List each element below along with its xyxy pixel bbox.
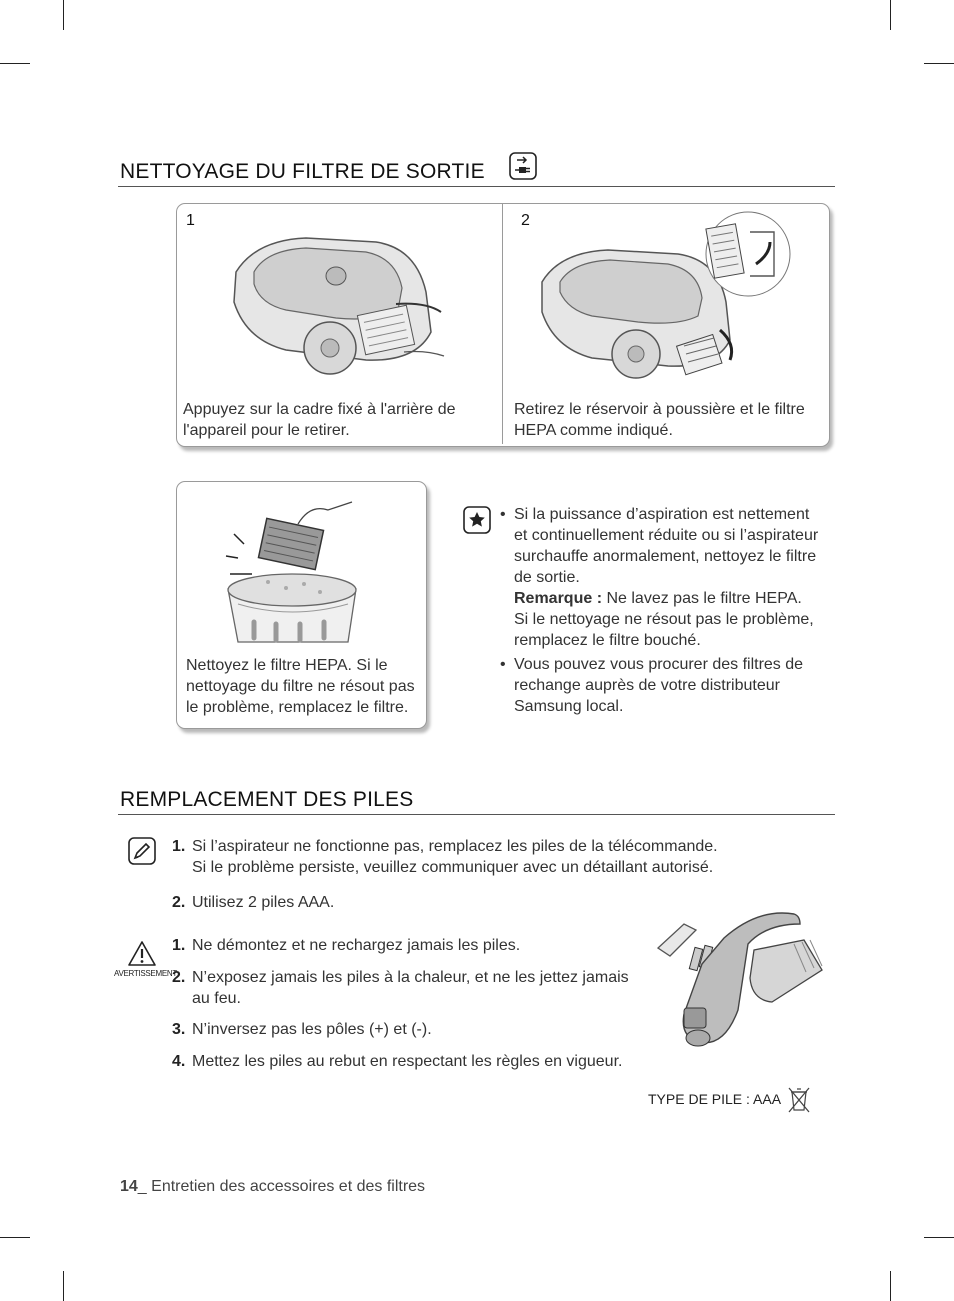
warning-line: N’exposez jamais les piles à la chaleur, et ne les jettez jamais (192, 969, 629, 986)
clean-filter-caption (186, 655, 422, 718)
caption-line: l'appareil pour le retirer. (183, 422, 350, 439)
warning-number: 3. (172, 1021, 186, 1038)
page-footer (120, 1178, 425, 1196)
warning-number: 4. (172, 1053, 186, 1070)
bullet-dot: • (500, 656, 506, 673)
section-rule (118, 186, 835, 187)
warning-triangle-icon (127, 940, 157, 967)
plug-icon (509, 152, 537, 180)
tip-line: surchauffe anormalement, nettoyez le filtre (514, 548, 817, 565)
caption-line: Appuyez sur la cadre fixé à l'arrière de (183, 401, 456, 418)
warning-item-3 (172, 1019, 652, 1040)
tip-line: Vous pouvez vous procurer des filtres de (514, 656, 804, 673)
handle-battery-illustration (654, 910, 834, 1056)
caption-line: Nettoyez le filtre HEPA. Si le (186, 657, 388, 674)
tip-bullet-1 (500, 504, 839, 651)
bullet-dot: • (500, 506, 506, 523)
warning-line: Ne démontez et ne rechargez jamais les piles. (192, 937, 521, 954)
page-number: 14 (120, 1178, 138, 1195)
filter-bin-illustration (224, 494, 369, 644)
note-line: Utilisez 2 piles AAA. (192, 894, 335, 911)
remark-text: Ne lavez pas le filtre HEPA. (602, 590, 802, 607)
note-item-1 (172, 836, 792, 878)
pencil-note-icon (128, 837, 156, 865)
step-number-1: 1 (186, 212, 195, 229)
tip-line: remplacez le filtre bouché. (514, 632, 701, 649)
warning-line: au feu. (192, 990, 241, 1007)
star-note-icon (463, 506, 491, 534)
note-number: 1. (172, 838, 186, 855)
crossed-bin-icon (788, 1086, 810, 1114)
caption-line: HEPA comme indiqué. (514, 422, 673, 439)
caption-line: le problème, remplacez le filtre. (186, 699, 409, 716)
caption-line: Retirez le réservoir à poussière et le filtre (514, 401, 805, 418)
warning-number: 1. (172, 937, 186, 954)
tip-line: Samsung local. (514, 698, 624, 715)
caption-line: nettoyage du filtre ne résout pas (186, 678, 415, 695)
section-title-batteries: REMPLACEMENT DES PILES (120, 788, 414, 811)
vacuum-illustration-1 (226, 232, 451, 382)
section-title-filter (120, 160, 485, 184)
warning-item-4 (172, 1051, 652, 1072)
warning-label: AVERTISSEMENT (114, 969, 177, 978)
battery-type-label: TYPE DE PILE : AAA (648, 1091, 782, 1107)
tip-line: rechange auprès de votre distributeur (514, 677, 780, 694)
step-caption-1 (183, 399, 493, 441)
note-line: Si l’aspirateur ne fonctionne pas, remplacez les piles de la télécommande. (192, 838, 718, 855)
tip-line: Si la puissance d’aspiration est nettement (514, 506, 810, 523)
tip-bullet-2 (500, 654, 839, 717)
note-number: 2. (172, 894, 186, 911)
footer-text: _ Entretien des accessoires et des filtres (137, 1178, 426, 1195)
warning-line: N’inversez pas les pôles (+) et (-). (192, 1021, 432, 1038)
tip-line: de sortie. (514, 569, 580, 586)
remark-line (514, 588, 839, 609)
remark-label: Remarque : (514, 590, 603, 607)
warning-line: Mettez les piles au rebut en respectant les règles en vigueur. (192, 1053, 623, 1070)
warning-item-2 (172, 967, 652, 1009)
warning-number: 2. (172, 969, 186, 986)
note-line: Si le problème persiste, veuillez communiquer avec un détaillant autorisé. (192, 859, 714, 876)
step-number-2: 2 (521, 212, 530, 229)
section-title-text: NETTOYAGE DU FILTRE DE SORTIE (120, 160, 485, 183)
steps-divider (502, 204, 503, 444)
vacuum-illustration-2 (538, 212, 793, 392)
warning-item-1 (172, 935, 652, 956)
tip-line: Si le nettoyage ne résout pas le problème, (514, 611, 814, 628)
section-rule (118, 814, 835, 815)
step-caption-2 (514, 399, 824, 441)
tip-line: et continuellement réduite ou si l’aspirateur (514, 527, 819, 544)
